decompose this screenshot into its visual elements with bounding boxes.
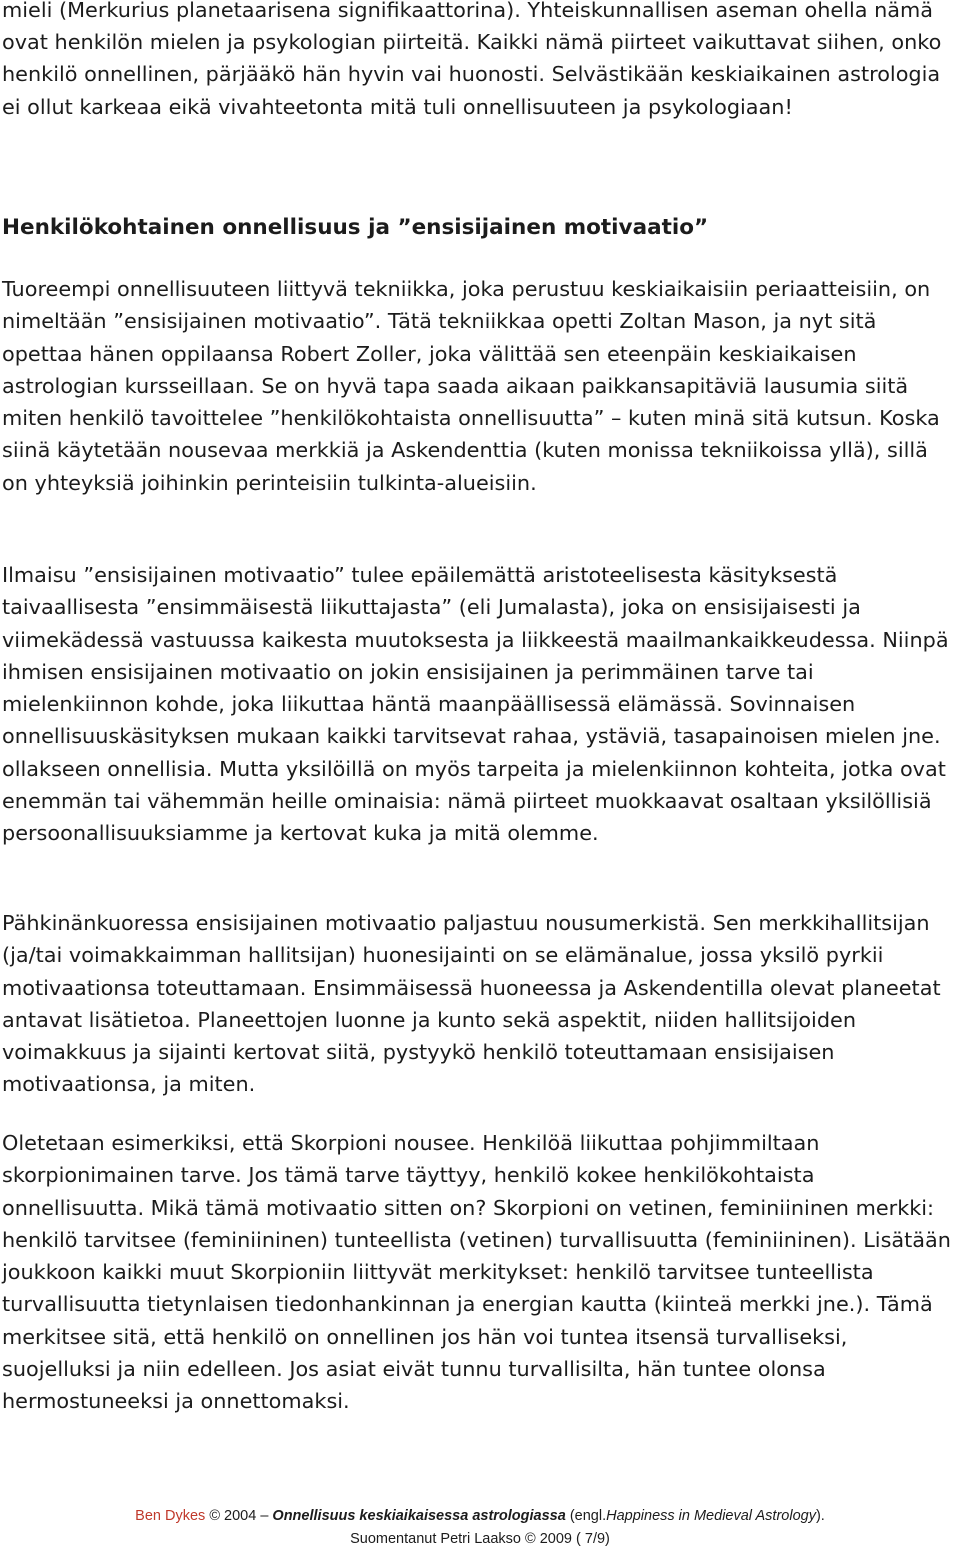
body-paragraph-1: Tuoreempi onnellisuuteen liittyvä tekniikka, joka perustuu keskiaikaisiin periaatteisiin, on nimeltään ”ensisijainen motivaatio”. Tätä tekniikkaa opetti Zoltan Mason, ja nyt sitä opettaa hänen oppilaansa Robert Zoller, joka välittää sen eteenpäin keskiaikaisen astrologian kursseillaan. Se on hyvä tapa saada aikaan paikkansapitäviä lausumia siitä miten henkilö tavoittelee ”henkilökohtaista onnellisuutta” – kuten minä sitä kutsun. Koska siinä käytetään nousevaa merkkiä ja Askendenttia (kuten monissa tekniikoissa yllä), sillä on yhteyksiä joihinkin perinteisiin tulkinta-alueisiin. <box>2 277 940 495</box>
footer-author: Ben Dykes <box>135 1508 206 1524</box>
body-paragraph-4: Oletetaan esimerkiksi, että Skorpioni nousee. Henkilöä liikuttaa pohjimmiltaan skorpionimainen tarve. Jos tämä tarve täyttyy, henkilö kokee henkilökohtaista onnellisuutta. Mikä tämä motivaatio sitten on? Skorpioni on vetinen, feminiininen merkki: henkilö tarvitsee (feminiininen) tunteellista (vetinen) turvallisuutta (feminiininen). Lisätään joukkoon kaikki muut Skorpioniin liittyvät merkitykset: henkilö tarvitsee tunteellista turvallisuutta tietynlaisen tiedonhankinnan ja energian kautta (kiinteä merkki jne.). Tämä merkitsee sitä, että henkilö on onnellinen jos hän voi tuntea itsensä turvalliseksi, suojelluksi ja niin edelleen. Jos asiat eivät tunnu turvallisilta, hän tuntee olonsa hermostuneeksi ja onnettomaksi. <box>2 1131 951 1414</box>
footer-translator-line: Suomentanut Petri Laakso © 2009 ( 7/9) <box>350 1531 610 1547</box>
body-paragraph-3: Pähkinänkuoressa ensisijainen motivaatio paljastuu nousumerkistä. Sen merkkihallitsijan (ja/tai voimakkaimman hallitsijan) huonesijainti on se elämänalue, jossa yksilö pyrkii motivaationsa toteuttamaan. Ensimmäisessä huoneessa ja Askendentilla olevat planeetat antavat lisätietoa. Planeettojen luonne ja kunto sekä aspektit, niiden hallitsijoiden voimakkuus ja sijainti kertovat siitä, pystyykö henkilö toteuttamaan ensisijaisen motivaationsa, ja miten. <box>2 911 941 1097</box>
section-heading: Henkilökohtainen onnellisuus ja ”ensisijainen motivaatio” <box>2 215 709 240</box>
body-paragraph-2: Ilmaisu ”ensisijainen motivaatio” tulee epäilemättä aristoteelisesta käsityksestä taivaallisesta ”ensimmäisestä liikuttajasta” (eli Jumalasta), joka on ensisijaisesti ja viimekädessä vastuussa kaikesta muutoksesta ja liikkeestä maailmankaikkeudessa. Niinpä ihmisen ensisijainen motivaatio on jokin ensisijainen ja perimmäinen tarve tai mielenkiinnon kohde, joka liikuttaa häntä maanpäällisessä elämässä. Sovinnaisen onnellisuuskäsityksen mukaan kaikki tarvitsevat rahaa, ystäviä, tasapainoisen mielen jne. ollakseen onnellisia. Mutta yksilöillä on myös tarpeita ja mielenkiinnon kohteita, jotka ovat enemmän tai vähemmän heille ominaisia: nämä piirteet muokkaavat osaltaan yksilöllisiä persoonallisuuksiamme ja kertovat kuka ja mitä olemme. <box>2 563 949 846</box>
footer-citation-line <box>0 1505 960 1528</box>
footer-engl-prefix: (engl. <box>569 1508 607 1524</box>
page-footer <box>0 1505 960 1551</box>
footer-copyright: © 2004 – <box>209 1508 269 1524</box>
footer-engl-suffix: ). <box>815 1508 825 1524</box>
intro-paragraph: mieli (Merkurius planetaarisena signifikaattorina). Yhteiskunnallisen aseman ohella nämä ovat henkilön mielen ja psykologian piirteitä. Kaikki nämä piirteet vaikuttavat siihen, onko henkilö onnellinen, pärjääkö hän hyvin vai huonosti. Selvästikään keskiaikainen astrologia ei ollut karkeaa eikä vivahteetonta mitä tuli onnellisuuteen ja psykologiaan! <box>2 0 942 119</box>
footer-book-title: Onnellisuus keskiaikaisessa astrologiassa <box>272 1508 566 1524</box>
footer-engl-title: Happiness in Medieval Astrology <box>606 1508 816 1524</box>
